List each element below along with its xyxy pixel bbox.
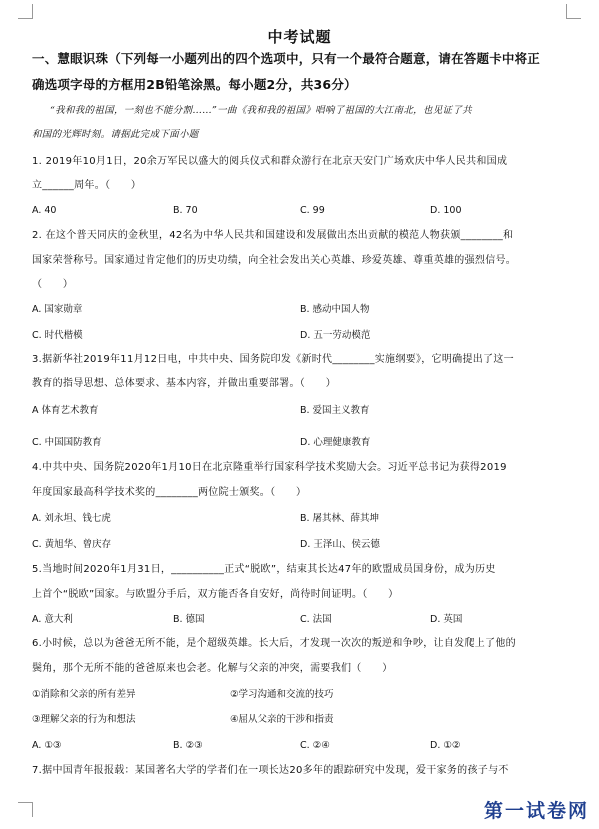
q6-option-d[interactable]: D. ①② <box>430 740 461 751</box>
question-4-line-1: 4.中共中央、国务院2020年1月10日在北京隆重举行国家科学技术奖励大会。习近平总书记为获得2019 <box>32 462 507 473</box>
q5-option-b[interactable]: B. 德国 <box>173 614 205 625</box>
q2-option-d[interactable]: D. 五一劳动模范 <box>300 330 371 341</box>
q2-option-c[interactable]: C. 时代楷模 <box>32 330 83 341</box>
question-5-line-1: 5.当地时间2020年1月31日，__________正式“脱欧”，结束其长达47年的欧盟成员国身份，成为历史 <box>32 564 496 575</box>
question-3-line-1: 3.据新华社2019年11月12日电，中共中央、国务院印发《新时代________实施纲要》，它明确提出了这一 <box>32 354 514 365</box>
q2-option-a[interactable]: A. 国家勋章 <box>32 304 83 315</box>
q4-option-a[interactable]: A. 刘永坦、钱七虎 <box>32 513 111 524</box>
question-2-line-3: （ ） <box>32 279 74 290</box>
q6-statement-1: ①消除和父亲的所有差异 <box>32 689 136 700</box>
page-title: 中考试题 <box>267 28 332 46</box>
q5-option-c[interactable]: C. 法国 <box>300 614 332 625</box>
q3-option-b[interactable]: B. 爱国主义教育 <box>300 405 370 416</box>
crop-mark-top-left <box>18 4 33 19</box>
question-1-line-2: 立______周年。（ ） <box>32 180 142 191</box>
section-heading-line-1: 一、慧眼识珠（下列每一小题列出的四个选项中，只有一个最符合题意，请在答题卡中将正 <box>32 51 541 66</box>
question-4-line-2: 年度国家最高科学技术奖的________两位院士颁奖。（ ） <box>32 487 307 498</box>
q6-statement-4: ④屈从父亲的干涉和指责 <box>230 714 334 725</box>
q6-option-b[interactable]: B. ②③ <box>173 740 203 751</box>
question-2-line-1: 2. 在这个普天同庆的金秋里，42名为中华人民共和国建设和发展做出杰出贡献的模范人物获颁________和 <box>32 230 514 241</box>
q6-option-c[interactable]: C. ②④ <box>300 740 330 751</box>
q4-option-c[interactable]: C. 黄旭华、曾庆存 <box>32 539 112 550</box>
crop-mark-bottom-left <box>18 802 33 817</box>
q5-option-d[interactable]: D. 英国 <box>430 614 463 625</box>
section-heading-line-2: 确选项字母的方框用2B铅笔涂黑。每小题2分，共36分） <box>32 77 357 92</box>
intro-line-2: 和国的光辉时刻。请据此完成下面小题 <box>32 129 199 140</box>
q4-option-b[interactable]: B. 屠其林、薛其坤 <box>300 513 380 524</box>
site-watermark: 第一试卷网 <box>483 800 589 822</box>
crop-mark-top-right <box>566 4 581 19</box>
question-6-line-2: 鬓角，那个无所不能的爸爸原来也会老。化解与父亲的冲突，需要我们（ ） <box>32 663 393 674</box>
q6-statement-2: ②学习沟通和交流的技巧 <box>230 689 334 700</box>
q4-option-d[interactable]: D. 王泽山、侯云德 <box>300 539 380 550</box>
q3-option-a[interactable]: A 体育艺术教育 <box>32 405 99 416</box>
question-6-line-1: 6.小时候，总以为爸爸无所不能，是个超级英雄。长大后，才发现一次次的叛逆和争吵，让自发爬上了他的 <box>32 638 516 649</box>
q1-option-d[interactable]: D. 100 <box>430 205 462 216</box>
question-3-line-2: 教育的指导思想、总体要求、基本内容，并做出重要部署。（ ） <box>32 378 336 389</box>
question-7-line-1: 7.据中国青年报报载：某国著名大学的学者们在一项长达20多年的跟踪研究中发现，爱干家务的孩子与不 <box>32 765 509 776</box>
intro-line-1: “我和我的祖国，一刻也不能分割……”一曲《我和我的祖国》唱响了祖国的大江南北，也见证了共 <box>50 105 472 116</box>
q5-option-a[interactable]: A. 意大利 <box>32 614 73 625</box>
q3-option-d[interactable]: D. 心理健康教育 <box>300 437 371 448</box>
q6-option-a[interactable]: A. ①③ <box>32 740 62 751</box>
question-5-line-2: 上首个“脱欧”国家。与欧盟分手后，双方能否各自安好，尚待时间证明。（ ） <box>32 589 399 600</box>
q1-option-b[interactable]: B. 70 <box>173 205 198 216</box>
question-1-line-1: 1. 2019年10月1日，20余万军民以盛大的阅兵仪式和群众游行在北京天安门广场欢庆中华人民共和国成 <box>32 156 508 167</box>
q1-option-c[interactable]: C. 99 <box>300 205 325 216</box>
q3-option-c[interactable]: C. 中国国防教育 <box>32 437 102 448</box>
q6-statement-3: ③理解父亲的行为和想法 <box>32 714 136 725</box>
q2-option-b[interactable]: B. 感动中国人物 <box>300 304 370 315</box>
q1-option-a[interactable]: A. 40 <box>32 205 57 216</box>
question-2-line-2: 国家荣誉称号。国家通过肯定他们的历史功绩，向全社会发出关心英雄、珍爱英雄、尊重英雄的强烈信号。 <box>32 255 517 266</box>
